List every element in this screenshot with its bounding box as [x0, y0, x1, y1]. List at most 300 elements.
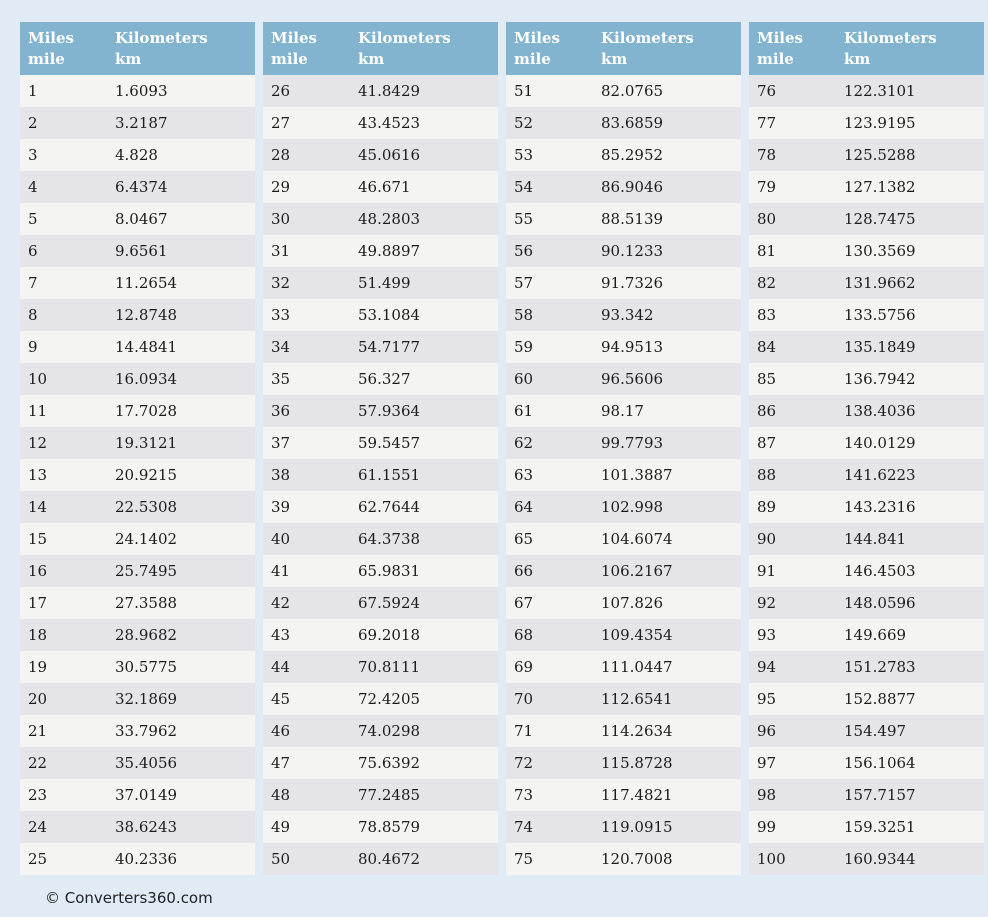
table-row — [749, 427, 984, 459]
kilometers-cell: 45.0616 — [350, 139, 498, 171]
table-row — [263, 395, 498, 427]
kilometers-cell: 53.1084 — [350, 299, 498, 331]
kilometers-cell: 75.6392 — [350, 747, 498, 779]
header-line-mile-unit: mile — [271, 49, 308, 68]
table-row — [506, 139, 741, 171]
miles-column-header — [749, 22, 836, 75]
miles-cell: 86 — [749, 395, 836, 427]
kilometers-cell: 136.7942 — [836, 363, 984, 395]
kilometers-cell: 20.9215 — [107, 459, 255, 491]
kilometers-cell: 59.5457 — [350, 427, 498, 459]
miles-cell: 17 — [20, 587, 107, 619]
table-row — [263, 587, 498, 619]
table-row — [20, 75, 255, 107]
table-row — [20, 811, 255, 843]
table-row — [20, 619, 255, 651]
kilometers-cell: 122.3101 — [836, 75, 984, 107]
miles-cell: 48 — [263, 779, 350, 811]
miles-cell: 16 — [20, 555, 107, 587]
table-row — [749, 203, 984, 235]
miles-cell: 38 — [263, 459, 350, 491]
kilometers-cell: 69.2018 — [350, 619, 498, 651]
table-row — [749, 363, 984, 395]
kilometers-cell: 12.8748 — [107, 299, 255, 331]
header-line-kilometers: Kilometers — [358, 28, 451, 47]
miles-cell: 12 — [20, 427, 107, 459]
miles-cell: 88 — [749, 459, 836, 491]
miles-cell: 40 — [263, 523, 350, 555]
table-row — [20, 107, 255, 139]
kilometers-cell: 19.3121 — [107, 427, 255, 459]
miles-cell: 2 — [20, 107, 107, 139]
miles-cell: 98 — [749, 779, 836, 811]
miles-cell: 13 — [20, 459, 107, 491]
miles-cell: 19 — [20, 651, 107, 683]
miles-cell: 27 — [263, 107, 350, 139]
miles-cell: 11 — [20, 395, 107, 427]
kilometers-cell: 90.1233 — [593, 235, 741, 267]
miles-cell: 53 — [506, 139, 593, 171]
table-row — [263, 331, 498, 363]
kilometers-cell: 25.7495 — [107, 555, 255, 587]
kilometers-cell: 64.3738 — [350, 523, 498, 555]
table-row — [263, 75, 498, 107]
kilometers-cell: 78.8579 — [350, 811, 498, 843]
table-row — [749, 267, 984, 299]
table-row — [749, 715, 984, 747]
kilometers-cell: 77.2485 — [350, 779, 498, 811]
table-row — [263, 139, 498, 171]
miles-cell: 95 — [749, 683, 836, 715]
miles-cell: 85 — [749, 363, 836, 395]
kilometers-cell: 99.7793 — [593, 427, 741, 459]
miles-cell: 55 — [506, 203, 593, 235]
kilometers-column-header — [593, 22, 741, 75]
kilometers-cell: 27.3588 — [107, 587, 255, 619]
kilometers-cell: 17.7028 — [107, 395, 255, 427]
miles-cell: 7 — [20, 267, 107, 299]
kilometers-cell: 30.5775 — [107, 651, 255, 683]
miles-cell: 4 — [20, 171, 107, 203]
table-row — [506, 811, 741, 843]
table-row — [263, 619, 498, 651]
kilometers-cell: 144.841 — [836, 523, 984, 555]
table-row — [506, 651, 741, 683]
kilometers-cell: 82.0765 — [593, 75, 741, 107]
table-row — [20, 427, 255, 459]
kilometers-cell: 131.9662 — [836, 267, 984, 299]
miles-cell: 64 — [506, 491, 593, 523]
miles-cell: 68 — [506, 619, 593, 651]
miles-cell: 41 — [263, 555, 350, 587]
miles-cell: 50 — [263, 843, 350, 875]
miles-cell: 61 — [506, 395, 593, 427]
header-row — [749, 22, 984, 75]
kilometers-cell: 112.6541 — [593, 683, 741, 715]
header-line-miles: Miles — [28, 28, 74, 47]
table-row — [506, 235, 741, 267]
kilometers-cell: 22.5308 — [107, 491, 255, 523]
kilometers-cell: 35.4056 — [107, 747, 255, 779]
miles-cell: 78 — [749, 139, 836, 171]
miles-cell: 89 — [749, 491, 836, 523]
kilometers-cell: 106.2167 — [593, 555, 741, 587]
kilometers-cell: 70.8111 — [350, 651, 498, 683]
kilometers-cell: 119.0915 — [593, 811, 741, 843]
miles-cell: 10 — [20, 363, 107, 395]
table-row — [749, 75, 984, 107]
kilometers-cell: 9.6561 — [107, 235, 255, 267]
table-row — [749, 619, 984, 651]
kilometers-cell: 123.9195 — [836, 107, 984, 139]
miles-cell: 81 — [749, 235, 836, 267]
miles-cell: 39 — [263, 491, 350, 523]
miles-cell: 77 — [749, 107, 836, 139]
table-row — [20, 267, 255, 299]
kilometers-cell: 148.0596 — [836, 587, 984, 619]
table-row — [506, 363, 741, 395]
table-row — [506, 779, 741, 811]
miles-cell: 65 — [506, 523, 593, 555]
miles-cell: 24 — [20, 811, 107, 843]
kilometers-cell: 109.4354 — [593, 619, 741, 651]
kilometers-cell: 156.1064 — [836, 747, 984, 779]
table-row — [263, 427, 498, 459]
miles-column-header — [263, 22, 350, 75]
table-row — [506, 555, 741, 587]
miles-cell: 29 — [263, 171, 350, 203]
miles-cell: 31 — [263, 235, 350, 267]
table-row — [749, 491, 984, 523]
kilometers-cell: 159.3251 — [836, 811, 984, 843]
miles-cell: 35 — [263, 363, 350, 395]
miles-cell: 58 — [506, 299, 593, 331]
kilometers-cell: 32.1869 — [107, 683, 255, 715]
table-row — [749, 331, 984, 363]
kilometers-cell: 133.5756 — [836, 299, 984, 331]
kilometers-cell: 74.0298 — [350, 715, 498, 747]
miles-cell: 84 — [749, 331, 836, 363]
miles-cell: 15 — [20, 523, 107, 555]
miles-cell: 44 — [263, 651, 350, 683]
miles-cell: 5 — [20, 203, 107, 235]
header-row — [20, 22, 255, 75]
table-row — [263, 651, 498, 683]
miles-cell: 76 — [749, 75, 836, 107]
header-line-km-unit: km — [844, 49, 871, 68]
miles-cell: 52 — [506, 107, 593, 139]
table-row — [506, 523, 741, 555]
table-row — [20, 459, 255, 491]
table-row — [263, 683, 498, 715]
kilometers-cell: 1.6093 — [107, 75, 255, 107]
kilometers-cell: 125.5288 — [836, 139, 984, 171]
table-row — [263, 267, 498, 299]
header-row — [263, 22, 498, 75]
conversion-table-2 — [263, 22, 498, 875]
conversion-table-4 — [749, 22, 984, 875]
table-row — [506, 203, 741, 235]
kilometers-cell: 138.4036 — [836, 395, 984, 427]
table-row — [263, 235, 498, 267]
table-body — [506, 75, 741, 875]
kilometers-cell: 114.2634 — [593, 715, 741, 747]
table-row — [506, 331, 741, 363]
table-header — [506, 22, 741, 75]
table-row — [506, 171, 741, 203]
miles-column-header — [20, 22, 107, 75]
miles-cell: 73 — [506, 779, 593, 811]
miles-cell: 34 — [263, 331, 350, 363]
miles-cell: 22 — [20, 747, 107, 779]
table-header — [749, 22, 984, 75]
kilometers-cell: 56.327 — [350, 363, 498, 395]
kilometers-cell: 143.2316 — [836, 491, 984, 523]
table-row — [749, 811, 984, 843]
miles-cell: 26 — [263, 75, 350, 107]
miles-cell: 90 — [749, 523, 836, 555]
table-row — [506, 715, 741, 747]
miles-cell: 72 — [506, 747, 593, 779]
header-line-miles: Miles — [757, 28, 803, 47]
kilometers-cell: 37.0149 — [107, 779, 255, 811]
kilometers-cell: 72.4205 — [350, 683, 498, 715]
table-row — [749, 683, 984, 715]
table-row — [749, 747, 984, 779]
kilometers-cell: 127.1382 — [836, 171, 984, 203]
header-line-kilometers: Kilometers — [115, 28, 208, 47]
miles-cell: 43 — [263, 619, 350, 651]
table-row — [20, 523, 255, 555]
miles-cell: 21 — [20, 715, 107, 747]
miles-cell: 23 — [20, 779, 107, 811]
table-row — [506, 491, 741, 523]
kilometers-cell: 80.4672 — [350, 843, 498, 875]
miles-cell: 91 — [749, 555, 836, 587]
table-row — [20, 651, 255, 683]
miles-cell: 96 — [749, 715, 836, 747]
kilometers-cell: 28.9682 — [107, 619, 255, 651]
table-row — [20, 587, 255, 619]
kilometers-cell: 93.342 — [593, 299, 741, 331]
miles-cell: 36 — [263, 395, 350, 427]
table-row — [20, 139, 255, 171]
table-row — [506, 843, 741, 875]
kilometers-cell: 83.6859 — [593, 107, 741, 139]
table-row — [20, 363, 255, 395]
miles-cell: 32 — [263, 267, 350, 299]
table-body — [20, 75, 255, 875]
miles-cell: 18 — [20, 619, 107, 651]
header-line-km-unit: km — [115, 49, 142, 68]
miles-cell: 69 — [506, 651, 593, 683]
table-row — [749, 459, 984, 491]
kilometers-column-header — [836, 22, 984, 75]
table-row — [263, 523, 498, 555]
table-row — [20, 235, 255, 267]
miles-cell: 63 — [506, 459, 593, 491]
kilometers-cell: 120.7008 — [593, 843, 741, 875]
header-line-mile-unit: mile — [514, 49, 551, 68]
table-row — [263, 747, 498, 779]
miles-cell: 3 — [20, 139, 107, 171]
miles-cell: 82 — [749, 267, 836, 299]
table-row — [506, 75, 741, 107]
table-row — [506, 395, 741, 427]
miles-cell: 75 — [506, 843, 593, 875]
miles-cell: 80 — [749, 203, 836, 235]
miles-cell: 33 — [263, 299, 350, 331]
miles-cell: 57 — [506, 267, 593, 299]
table-row — [263, 491, 498, 523]
table-row — [506, 107, 741, 139]
table-row — [749, 843, 984, 875]
kilometers-cell: 157.7157 — [836, 779, 984, 811]
miles-cell: 1 — [20, 75, 107, 107]
header-line-miles: Miles — [514, 28, 560, 47]
table-row — [20, 299, 255, 331]
table-row — [20, 715, 255, 747]
table-row — [749, 235, 984, 267]
table-row — [749, 107, 984, 139]
kilometers-cell: 146.4503 — [836, 555, 984, 587]
miles-cell: 30 — [263, 203, 350, 235]
kilometers-cell: 54.7177 — [350, 331, 498, 363]
miles-cell: 83 — [749, 299, 836, 331]
kilometers-cell: 160.9344 — [836, 843, 984, 875]
miles-cell: 92 — [749, 587, 836, 619]
miles-cell: 8 — [20, 299, 107, 331]
kilometers-cell: 128.7475 — [836, 203, 984, 235]
table-row — [506, 427, 741, 459]
kilometers-cell: 88.5139 — [593, 203, 741, 235]
kilometers-cell: 102.998 — [593, 491, 741, 523]
kilometers-cell: 130.3569 — [836, 235, 984, 267]
miles-cell: 71 — [506, 715, 593, 747]
kilometers-cell: 51.499 — [350, 267, 498, 299]
kilometers-cell: 96.5606 — [593, 363, 741, 395]
table-header — [20, 22, 255, 75]
footer — [0, 875, 988, 907]
miles-cell: 60 — [506, 363, 593, 395]
kilometers-cell: 86.9046 — [593, 171, 741, 203]
table-row — [20, 203, 255, 235]
kilometers-cell: 49.8897 — [350, 235, 498, 267]
miles-cell: 45 — [263, 683, 350, 715]
miles-cell: 6 — [20, 235, 107, 267]
copyright-text: © Converters360.com — [45, 889, 213, 907]
table-row — [506, 459, 741, 491]
miles-cell: 28 — [263, 139, 350, 171]
kilometers-cell: 104.6074 — [593, 523, 741, 555]
table-row — [263, 811, 498, 843]
kilometers-cell: 41.8429 — [350, 75, 498, 107]
table-row — [263, 459, 498, 491]
table-row — [506, 299, 741, 331]
table-row — [20, 683, 255, 715]
table-row — [749, 395, 984, 427]
header-line-kilometers: Kilometers — [601, 28, 694, 47]
table-row — [506, 747, 741, 779]
kilometers-cell: 140.0129 — [836, 427, 984, 459]
table-row — [263, 107, 498, 139]
miles-cell: 56 — [506, 235, 593, 267]
kilometers-column-header — [350, 22, 498, 75]
miles-cell: 62 — [506, 427, 593, 459]
table-header — [263, 22, 498, 75]
header-line-kilometers: Kilometers — [844, 28, 937, 47]
header-line-km-unit: km — [601, 49, 628, 68]
table-row — [20, 843, 255, 875]
miles-cell: 70 — [506, 683, 593, 715]
miles-cell: 99 — [749, 811, 836, 843]
table-row — [20, 747, 255, 779]
table-row — [506, 267, 741, 299]
table-row — [263, 299, 498, 331]
table-row — [506, 683, 741, 715]
table-row — [749, 523, 984, 555]
miles-cell: 94 — [749, 651, 836, 683]
miles-cell: 87 — [749, 427, 836, 459]
kilometers-cell: 107.826 — [593, 587, 741, 619]
kilometers-cell: 57.9364 — [350, 395, 498, 427]
kilometers-cell: 61.1551 — [350, 459, 498, 491]
kilometers-cell: 38.6243 — [107, 811, 255, 843]
kilometers-cell: 141.6223 — [836, 459, 984, 491]
kilometers-cell: 11.2654 — [107, 267, 255, 299]
table-row — [506, 587, 741, 619]
table-row — [20, 779, 255, 811]
miles-column-header — [506, 22, 593, 75]
miles-cell: 51 — [506, 75, 593, 107]
miles-cell: 9 — [20, 331, 107, 363]
kilometers-cell: 117.4821 — [593, 779, 741, 811]
kilometers-cell: 48.2803 — [350, 203, 498, 235]
conversion-table-3 — [506, 22, 741, 875]
table-row — [263, 779, 498, 811]
table-body — [749, 75, 984, 875]
kilometers-cell: 24.1402 — [107, 523, 255, 555]
kilometers-cell: 3.2187 — [107, 107, 255, 139]
header-line-mile-unit: mile — [28, 49, 65, 68]
miles-cell: 25 — [20, 843, 107, 875]
miles-cell: 54 — [506, 171, 593, 203]
table-row — [20, 555, 255, 587]
kilometers-cell: 46.671 — [350, 171, 498, 203]
table-body — [263, 75, 498, 875]
kilometers-cell: 91.7326 — [593, 267, 741, 299]
miles-cell: 74 — [506, 811, 593, 843]
header-line-mile-unit: mile — [757, 49, 794, 68]
kilometers-cell: 85.2952 — [593, 139, 741, 171]
kilometers-cell: 115.8728 — [593, 747, 741, 779]
table-row — [263, 171, 498, 203]
table-row — [749, 171, 984, 203]
miles-cell: 59 — [506, 331, 593, 363]
miles-cell: 14 — [20, 491, 107, 523]
table-row — [263, 555, 498, 587]
table-row — [749, 587, 984, 619]
table-row — [749, 779, 984, 811]
table-row — [20, 491, 255, 523]
table-row — [263, 715, 498, 747]
table-row — [749, 651, 984, 683]
kilometers-column-header — [107, 22, 255, 75]
kilometers-cell: 14.4841 — [107, 331, 255, 363]
miles-cell: 67 — [506, 587, 593, 619]
kilometers-cell: 94.9513 — [593, 331, 741, 363]
miles-cell: 100 — [749, 843, 836, 875]
